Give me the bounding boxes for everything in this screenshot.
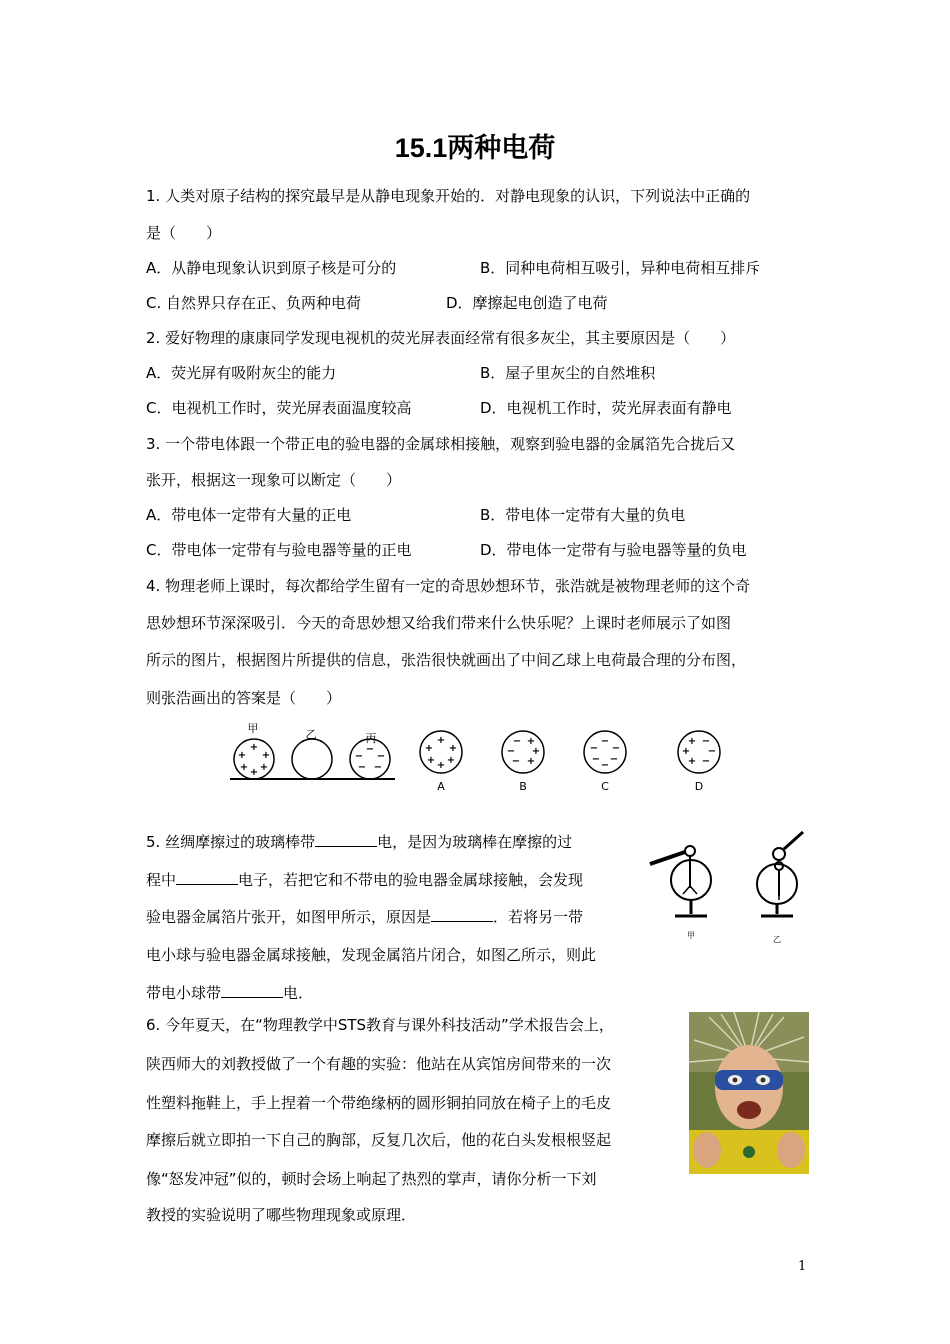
label-b: B	[519, 780, 527, 793]
static-hair-photo	[689, 1012, 809, 1174]
c-minus-1: −	[600, 736, 610, 747]
q5-line-3	[146, 907, 583, 927]
page-number: 1	[798, 1259, 807, 1274]
b-minus-3: −	[511, 756, 521, 767]
q4-stem-line-1: 4. 物理老师上课时，每次都给学生留有一定的奇思妙想环节，张浩就是被物理老师的这个奇	[146, 577, 751, 595]
q2-option-b: B．屋子里灰尘的自然堆积	[480, 364, 656, 382]
b-plus-2: +	[531, 746, 541, 757]
label-jia: 甲	[247, 722, 259, 735]
q4-stem-line-4: 则张浩画出的答案是（ ）	[146, 689, 342, 707]
d-plus-3: +	[687, 756, 697, 767]
q6-line-1: 6. 今年夏天，在“物理教学中STS教育与课外科技活动”学术报告会上，	[146, 1016, 614, 1034]
q1-stem-line-1: 1. 人类对原子结构的探究最早是从静电现象开始的．对静电现象的认识，下列说法中正确的	[146, 187, 751, 205]
charged-ball-handle	[784, 832, 803, 849]
page-title: 15.1两种电荷	[394, 133, 556, 163]
label-fig-jia: 甲	[687, 931, 695, 940]
q5-blank-3[interactable]	[431, 907, 493, 922]
q3-stem-line-1: 3. 一个带电体跟一个带正电的验电器的金属球相接触，观察到验电器的金属箔先合拢后又	[146, 435, 736, 453]
q4-stem-line-3: 所示的图片，根据图片所提供的信息，张浩很快就画出了中间乙球上电荷最合理的分布图，	[146, 651, 747, 669]
q5-line-5	[146, 983, 313, 1003]
blue-mask	[715, 1070, 783, 1090]
jia-plus-2: +	[237, 750, 247, 761]
jia-plus-5: +	[259, 762, 269, 773]
left-fist	[693, 1132, 721, 1168]
q1-option-d: D．摩擦起电创造了电荷	[446, 294, 608, 312]
q5-line-1	[146, 832, 572, 852]
bing-minus-1: −	[365, 744, 375, 755]
glass-rod	[650, 852, 685, 864]
q1-option-b: B．同种电荷相互吸引，异种电荷相互排斥	[480, 259, 761, 277]
q5-line-2	[146, 870, 583, 890]
q5-text: 电子，若把它和不带电的验电器金属球接触，会发现	[238, 871, 584, 889]
d-plus-1: +	[687, 736, 697, 747]
q5-text: 电，是因为玻璃棒在摩擦的过	[377, 833, 573, 851]
a-plus-3: +	[448, 743, 458, 754]
q5-line-4: 电小球与验电器金属球接触，发现金属箔片闭合，如图乙所示，则此	[146, 946, 597, 964]
jia-plus-1: +	[249, 742, 259, 753]
b-minus-2: −	[506, 746, 516, 757]
jia-plus-4: +	[239, 762, 249, 773]
label-yi: 乙	[305, 728, 317, 741]
q2-option-c: C．电视机工作时，荧光屏表面温度较高	[146, 399, 412, 417]
q5-text: 电．	[283, 984, 314, 1002]
q6-line-6: 教授的实验说明了哪些物理现象或原理．	[146, 1206, 417, 1224]
q1-option-a: A．从静电现象认识到原子核是可分的	[146, 259, 397, 277]
b-plus-1: +	[526, 736, 536, 747]
c-minus-6: −	[600, 760, 610, 771]
d-plus-2: +	[681, 746, 691, 757]
a-plus-5: +	[446, 755, 456, 766]
q3-stem-line-2: 张开，根据这一现象可以断定（ ）	[146, 471, 402, 489]
label-d: D	[694, 780, 704, 793]
a-plus-6: +	[436, 760, 446, 771]
q5-text: 5. 丝绸摩擦过的玻璃棒带	[146, 833, 316, 851]
q3-option-d: D．带电体一定带有与验电器等量的负电	[480, 541, 747, 559]
q5-text: 程中	[146, 871, 177, 889]
a-plus-4: +	[426, 755, 436, 766]
a-plus-1: +	[436, 735, 446, 746]
c-minus-3: −	[611, 743, 621, 754]
q5-blank-4[interactable]	[221, 983, 283, 998]
q5-text: 验电器金属箔片张开，如图甲所示，原因是	[146, 908, 432, 926]
q3-option-a: A．带电体一定带有大量的正电	[146, 506, 352, 524]
label-fig-yi: 乙	[773, 935, 781, 944]
c-minus-2: −	[589, 743, 599, 754]
c-minus-5: −	[609, 754, 619, 765]
q4-stem-line-2: 思妙想环节深深吸引．今天的奇思妙想又给我们带来什么快乐呢？上课时老师展示了如图	[146, 614, 732, 632]
q5-blank-2[interactable]	[176, 870, 238, 885]
b-minus-1: −	[512, 736, 522, 747]
d-minus-2: −	[707, 746, 717, 757]
metal-ball-yi	[773, 848, 785, 860]
q2-option-a: A．荧光屏有吸附灰尘的能力	[146, 364, 337, 382]
bing-minus-5: −	[373, 762, 383, 773]
foil-jia-right	[690, 886, 697, 894]
q5-text: 带电小球带	[146, 984, 222, 1002]
right-fist	[777, 1132, 805, 1168]
q6-line-4: 摩擦后就立即拍一下自己的胸部，反复几次后，他的花白头发根根竖起	[146, 1131, 612, 1149]
label-bing: 丙	[365, 732, 377, 745]
q3-option-b: B．带电体一定带有大量的负电	[480, 506, 686, 524]
q1-stem-line-2: 是（ ）	[146, 224, 222, 242]
bing-minus-3: −	[376, 751, 386, 762]
bing-minus-4: −	[357, 762, 367, 773]
electroscope-figure	[645, 826, 810, 952]
q6-line-2: 陕西师大的刘教授做了一个有趣的实验：他站在从宾馆房间带来的一次	[146, 1055, 612, 1073]
bing-minus-2: −	[354, 751, 364, 762]
q2-stem-line-1: 2. 爱好物理的康康同学发现电视机的荧光屏表面经常有很多灰尘，其主要原因是（ ）	[146, 329, 736, 347]
open-mouth	[737, 1101, 761, 1119]
q5-text: ．若将另一带	[493, 908, 584, 926]
q1-option-c: C. 自然界只存在正、负两种电荷	[146, 294, 362, 312]
d-minus-1: −	[701, 736, 711, 747]
b-plus-3: +	[526, 756, 536, 767]
a-plus-2: +	[424, 743, 434, 754]
q5-blank-1[interactable]	[315, 832, 377, 847]
label-a: A	[437, 780, 445, 793]
jia-plus-3: +	[261, 750, 271, 761]
q6-line-5: 像“怒发冲冠”似的，顿时会场上响起了热烈的掌声，请你分析一下刘	[146, 1170, 597, 1188]
charge-distribution-figure	[225, 718, 725, 798]
jia-plus-6: +	[249, 767, 259, 778]
q2-option-d: D．电视机工作时，荧光屏表面有静电	[480, 399, 732, 417]
label-c: C	[601, 780, 609, 793]
metal-ball-jia	[685, 846, 695, 856]
c-minus-4: −	[591, 754, 601, 765]
q3-option-c: C．带电体一定带有与验电器等量的正电	[146, 541, 412, 559]
ball-yi	[292, 739, 332, 779]
q6-line-3: 性塑料拖鞋上，手上捏着一个带绝缘柄的圆形铜拍同放在椅子上的毛皮	[146, 1094, 612, 1112]
foil-jia-left	[683, 886, 690, 894]
d-minus-3: −	[701, 756, 711, 767]
